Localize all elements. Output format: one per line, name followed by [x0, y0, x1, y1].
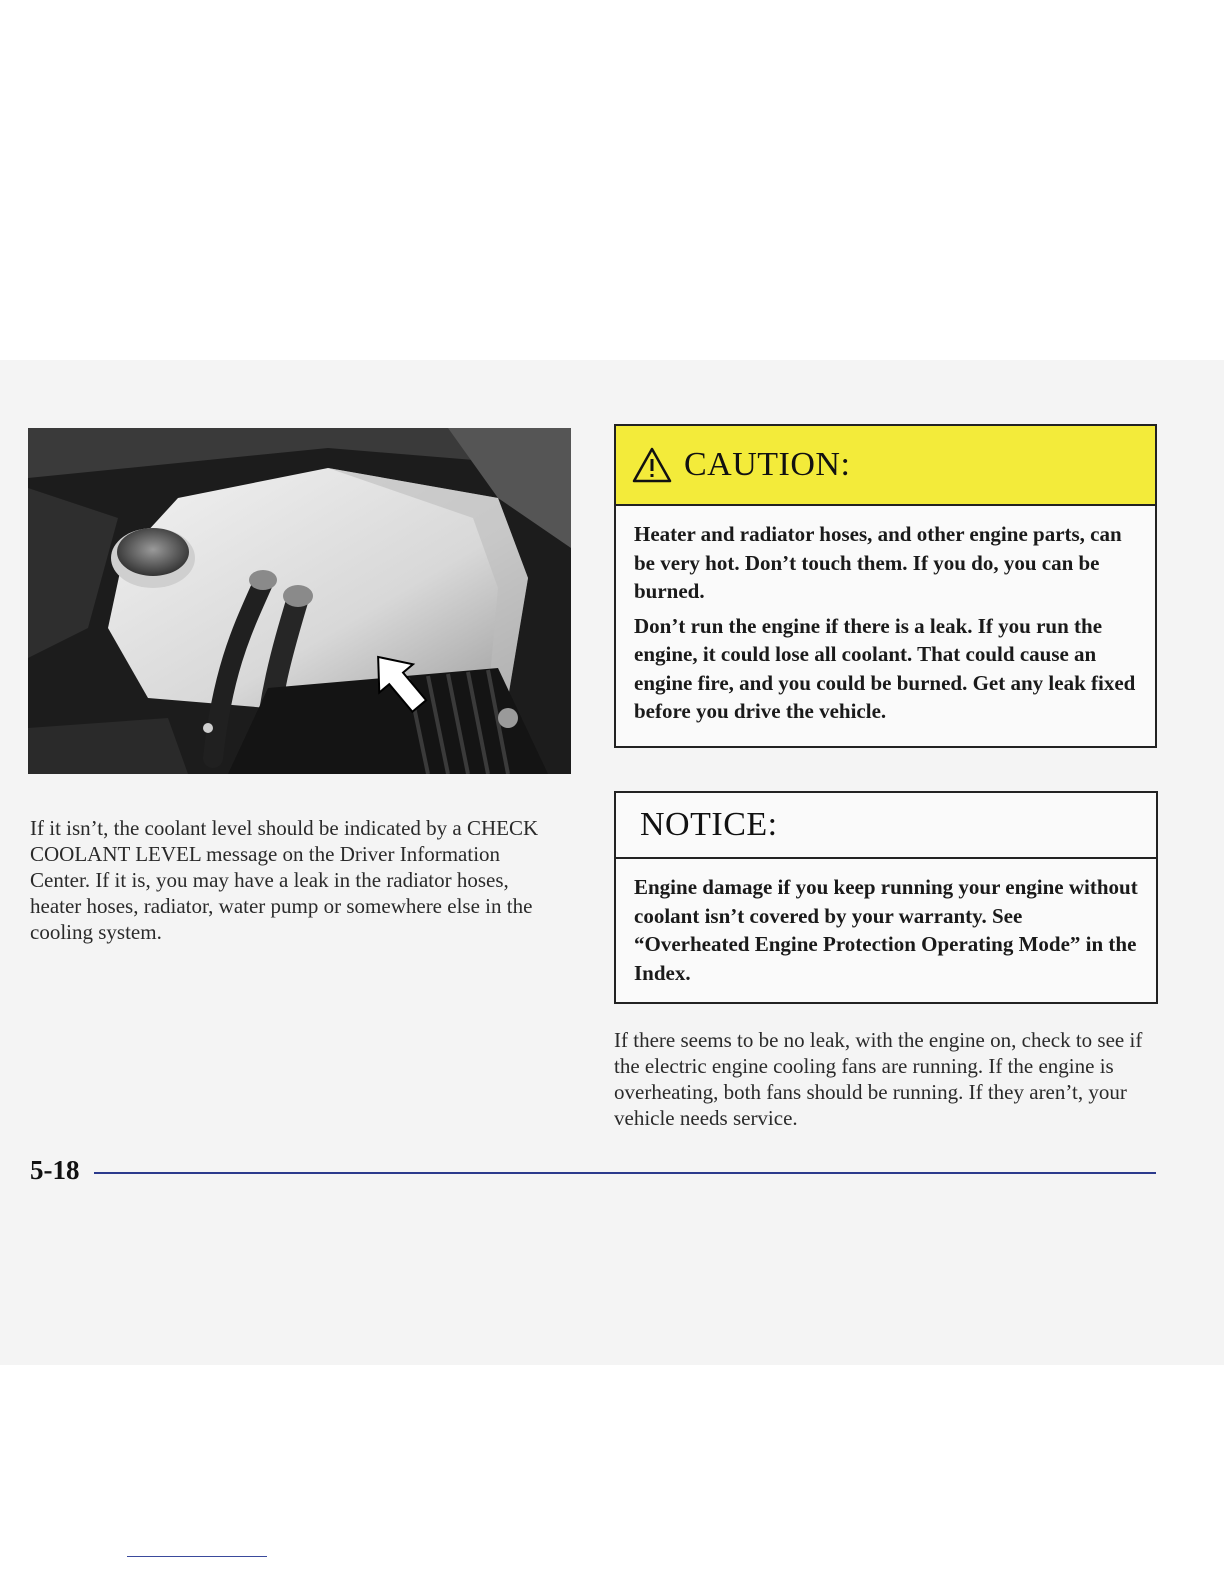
coolant-reservoir-photo [28, 428, 571, 774]
footer-rule [94, 1172, 1156, 1174]
notice-title: NOTICE: [640, 806, 778, 843]
right-body-text: If there seems to be no leak, with the engine on, check to see if the electric engine cooling fans are running. If the engine is overheating, both fans should be running. If they aren’t, your vehicle needs service. [614, 1028, 1143, 1130]
page-number: 5-18 [30, 1155, 80, 1185]
notice-header [616, 793, 1156, 859]
caution-header [616, 426, 1155, 506]
caution-paragraph: Heater and radiator hoses, and other engine parts, can be very hot. Don’t touch them. If you do, you can be burned. [634, 522, 1122, 603]
caution-title: CAUTION: [684, 446, 851, 483]
left-body-text: If it isn’t, the coolant level should be indicated by a CHECK COOLANT LEVEL message on the Driver Information Center. If it is, you may have a leak in the radiator hoses, heater hoses, radiator, water pump or somewhere else in the cooling system. [30, 816, 539, 944]
notice-box [614, 791, 1158, 1004]
notice-body [616, 859, 1156, 987]
notice-text: Engine damage if you keep running your engine without coolant isn’t covered by your warranty. See “Overheated Engine Protection Operating Mode” in the Index. [634, 875, 1138, 985]
caution-box [614, 424, 1157, 748]
caution-paragraph: Don’t run the engine if there is a leak. If you run the engine, it could lose all coolant. That could cause an engine fire, and you could be burned. Get any leak fixed before you drive the vehicle. [634, 613, 1136, 723]
warning-triangle-icon [632, 447, 672, 483]
bottom-divider [127, 1556, 267, 1557]
caution-body [616, 506, 1155, 726]
